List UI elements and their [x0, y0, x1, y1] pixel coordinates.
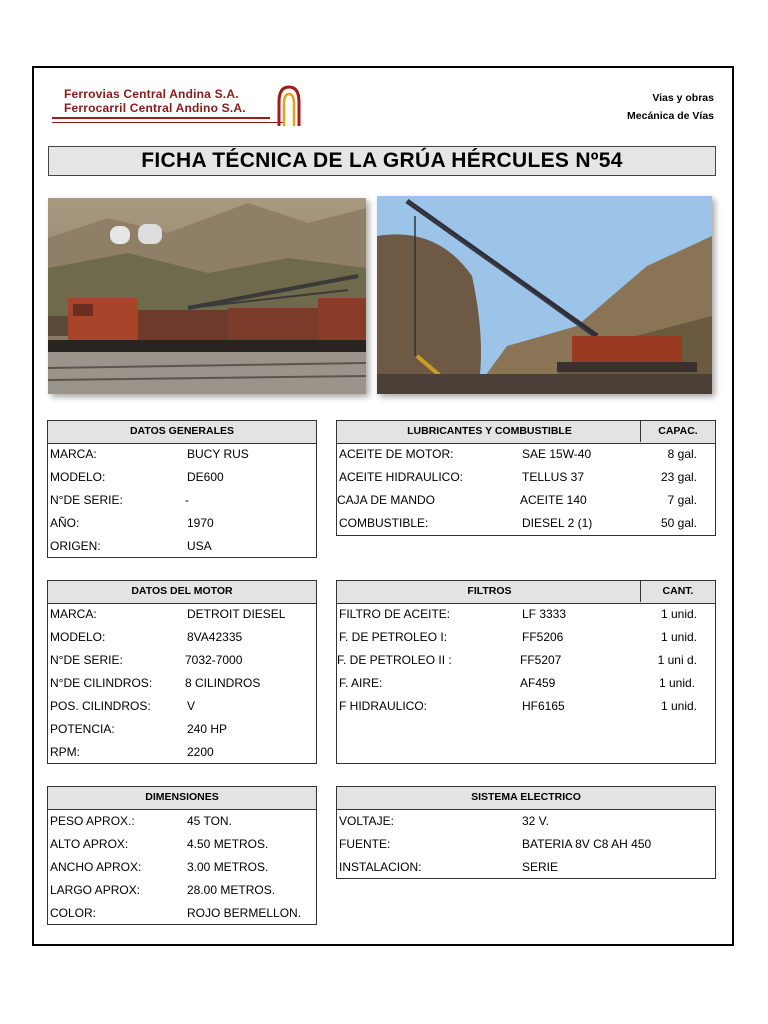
table-row: ACEITE HIDRAULICO: TELLUS 37 23 gal.: [339, 470, 697, 484]
dimensions-table: DIMENSIONES PESO APROX.: 45 TON. ALTO APROX: 4.50 METROS. ANCHO APROX: 3.00 METROS. LARGO APROX: 28.00 METROS. COLOR: ROJO BERMELLON.: [47, 786, 317, 925]
logo-underline-thin: [52, 122, 284, 123]
company-name-line1: Ferrovias Central Andina S.A.: [64, 87, 239, 101]
engine-data-table: DATOS DEL MOTOR MARCA: DETROIT DIESEL MODELO: 8VA42335 N°DE SERIE: 7032-7000 N°DE CILINDROS: 8 CILINDROS POS. CILINDROS: V POTENCIA: 240 HP RPM: 2200: [47, 580, 317, 764]
company-logo: [52, 84, 302, 130]
dimensions-heading: DIMENSIONES: [48, 787, 316, 810]
logo-underline: [52, 117, 270, 119]
electrical-system-table: SISTEMA ELECTRICO VOLTAJE: 32 V. FUENTE: BATERIA 8V C8 AH 450 INSTALACION: SERIE: [336, 786, 716, 879]
table-row: F HIDRAULICO: HF6165 1 unid.: [339, 699, 697, 713]
table-row: CAJA DE MANDO ACEITE 140 7 gal.: [337, 493, 697, 507]
crane-photo-boom: [377, 196, 712, 394]
capacity-heading: CAPAC.: [640, 421, 715, 442]
company-name-line2: Ferrocarril Central Andino S.A.: [64, 101, 246, 115]
table-row: ACEITE DE MOTOR: SAE 15W-40 8 gal.: [339, 447, 697, 461]
general-data-table: DATOS GENERALES MARCA: BUCY RUS MODELO: DE600 N°DE SERIE: - AÑO: 1970 ORIGEN: USA: [47, 420, 317, 558]
tunnel-logo-icon: [276, 84, 302, 128]
department-label: Vias y obras: [652, 92, 714, 104]
general-data-heading: DATOS GENERALES: [48, 421, 316, 444]
filters-table: [336, 580, 716, 764]
lubricants-heading: LUBRICANTES Y COMBUSTIBLE CAPAC.: [337, 421, 715, 444]
section-label: Mecánica de Vías: [627, 110, 714, 122]
quantity-heading: CANT.: [640, 581, 715, 602]
table-row: F. DE PETROLEO I: FF5206 1 unid.: [339, 630, 697, 644]
electrical-system-heading: SISTEMA ELECTRICO: [337, 787, 715, 810]
filters-heading: FILTROS CANT.: [337, 581, 715, 604]
table-row: F. DE PETROLEO II : FF5207 1 uni d.: [337, 653, 697, 667]
document-title: FICHA TÉCNICA DE LA GRÚA HÉRCULES Nº54: [48, 146, 716, 176]
table-row: F. AIRE: AF459 1 unid.: [339, 676, 695, 690]
crane-photo-yard: [48, 198, 366, 394]
table-row: COMBUSTIBLE: DIESEL 2 (1) 50 gal.: [339, 516, 697, 530]
lubricants-table: [336, 420, 716, 536]
engine-data-heading: DATOS DEL MOTOR: [48, 581, 316, 604]
table-row: FILTRO DE ACEITE: LF 3333 1 unid.: [339, 607, 697, 621]
